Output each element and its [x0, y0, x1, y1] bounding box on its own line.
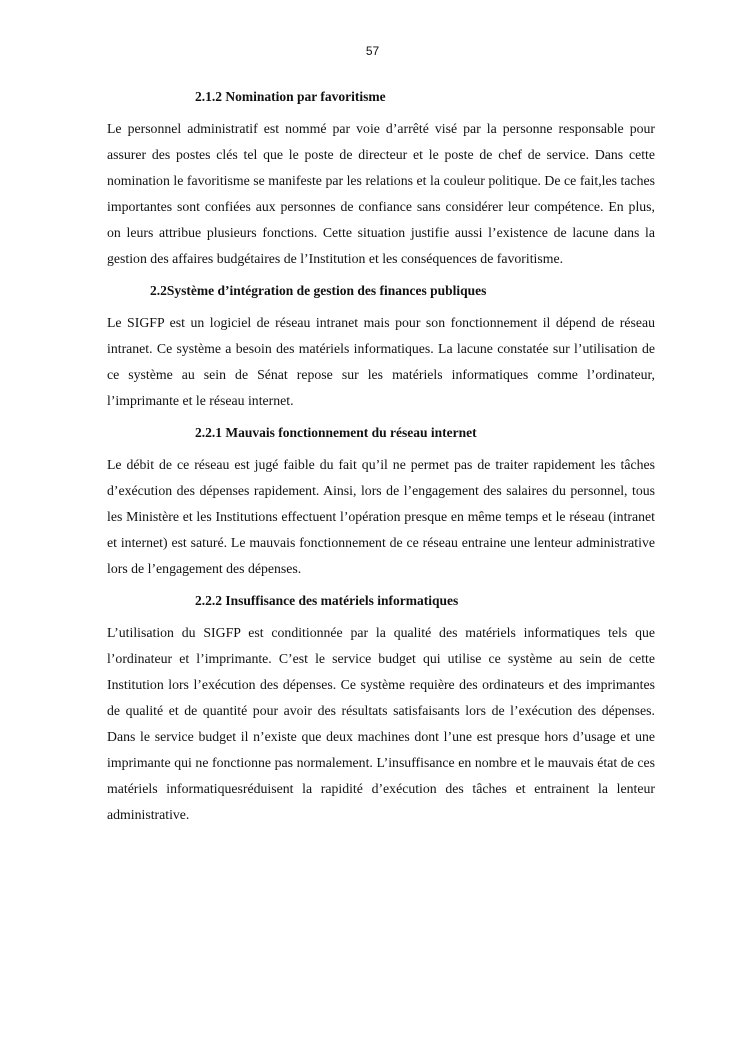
paragraph-nomination: Le personnel administratif est nommé par voie d’arrêté visé par la personne responsable pour assurer des postes clés tel que le poste de directeur et le poste de chef de service. Dans cette nomination le favoritisme se manifeste par les relations et la couleur politique. De ce fait,les taches importantes sont confiées aux personnes de confiance sans considérer leur compétence. En plus, on leurs attribue plusieurs fonctions. Cette situation justifie aussi l’existence de lacune dans la gestion des affaires budgétaires de l’Institution et les conséquences de favoritisme.: [107, 121, 655, 266]
document-body: [107, 84, 655, 834]
heading-2-2-1: 2.2.1 Mauvais fonctionnement du réseau internet: [195, 425, 477, 440]
paragraph-sigfp: Le SIGFP est un logiciel de réseau intranet mais pour son fonctionnement il dépend de réseau intranet. Ce système a besoin des matériels informatiques. La lacune constatée sur l’utilisation de ce système au sein de Sénat repose sur les matériels informatiques comme l’ordinateur, l’imprimante et le réseau internet.: [107, 315, 655, 408]
page-number: 57: [365, 44, 380, 58]
heading-2-2: 2.2Système d’intégration de gestion des finances publiques: [150, 283, 487, 298]
heading-2-1-2: 2.1.2 Nomination par favoritisme: [195, 89, 386, 104]
heading-2-2-2: 2.2.2 Insuffisance des matériels informatiques: [195, 593, 459, 608]
paragraph-materiels: L’utilisation du SIGFP est conditionnée par la qualité des matériels informatiques tels que l’ordinateur et l’imprimante. C’est le service budget qui utilise ce système au sein de cette Institution lors l’exécution des dépenses. Ce système requière des ordinateurs et des imprimantes de qualité et de quantité pour avoir des résultats satisfaisants lors de l’exécution des dépenses. Dans le service budget il n’existe que deux machines dont l’une est presque hors d’usage et une imprimante qui ne fonctionne pas normalement. L’insuffisance en nombre et le mauvais état de ces matériels informatiquesréduisent la rapidité d’exécution des tâches et entrainent la lenteur administrative.: [107, 625, 655, 822]
paragraph-reseau: Le débit de ce réseau est jugé faible du fait qu’il ne permet pas de traiter rapidement les tâches d’exécution des dépenses rapidement. Ainsi, lors de l’engagement des salaires du personnel, tous les Ministère et les Institutions effectuent l’opération presque en même temps et le réseau (intranet et internet) est saturé. Le mauvais fonctionnement de ce réseau entraine une lenteur administrative lors de l’engagement des dépenses.: [107, 457, 655, 576]
